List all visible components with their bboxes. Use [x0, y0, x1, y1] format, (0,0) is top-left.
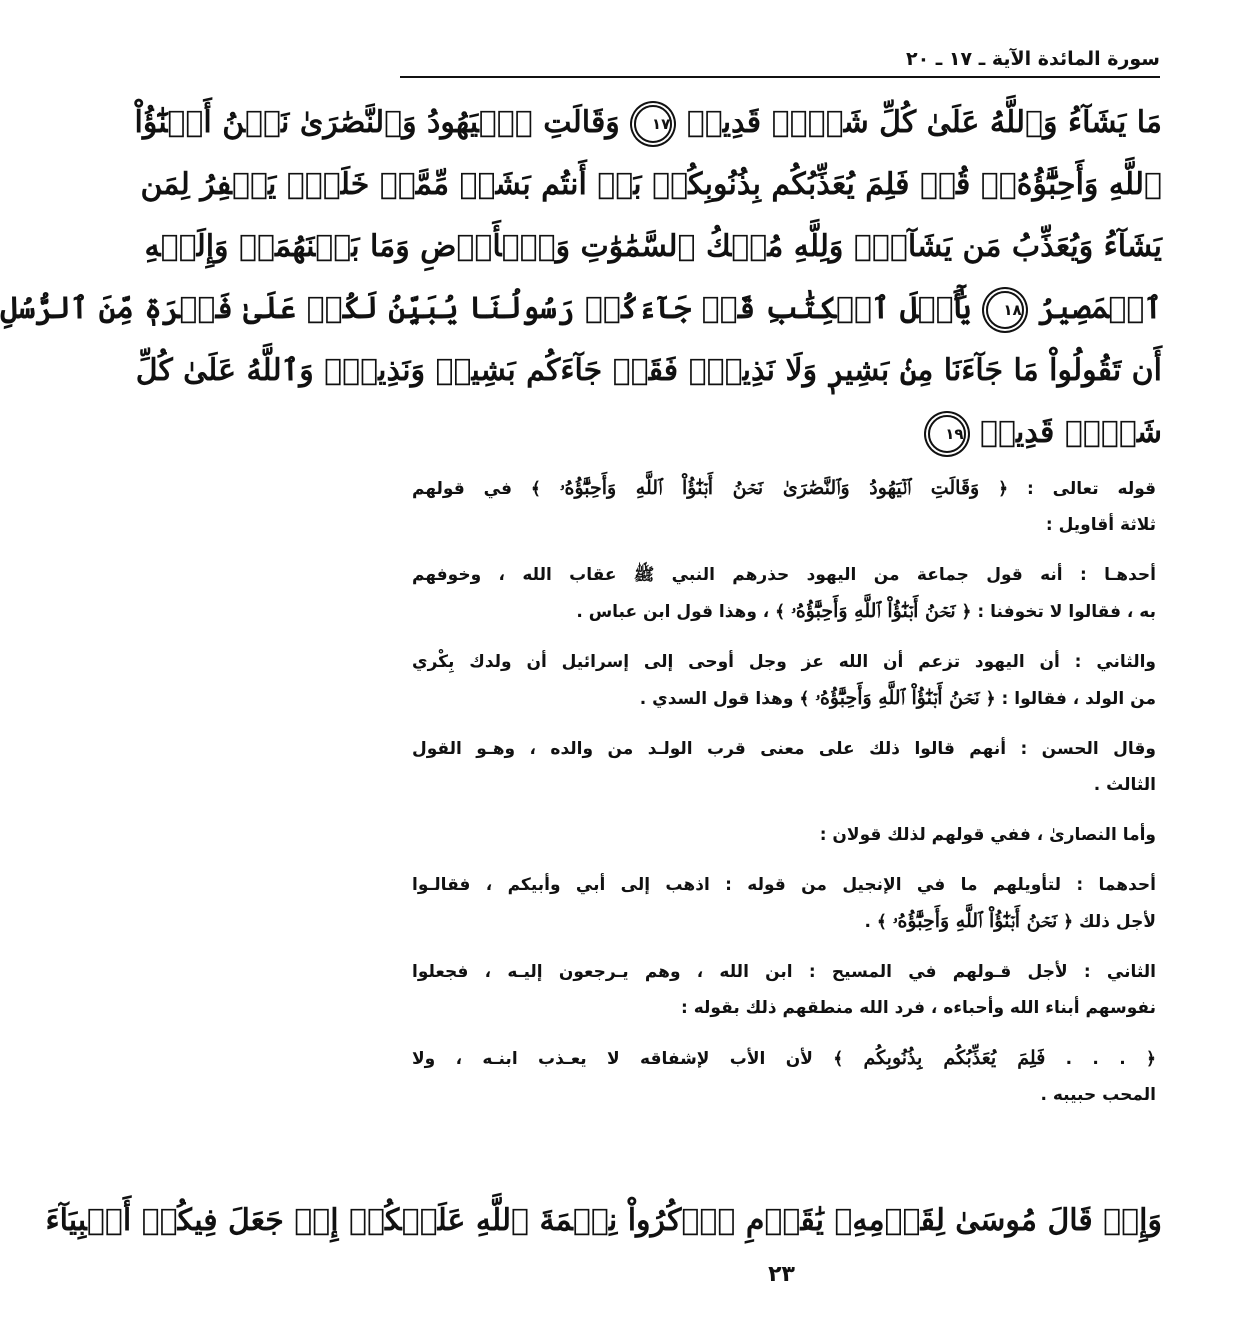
verse-line-2: ٱللَّهِ وَأَحِبَّٰٓؤُهُۥۚ قُلۡ فَلِمَ يُعَذِّبُكُم بِذُنُوبِكُمۖ بَلۡ أَنتُم بَشَرٞ مِّمَّنۡ خَلَقَۚ يَغۡفِرُ لِمَن [140, 167, 1162, 202]
paragraph-line: الثاني : لأجل قـولهم في المسيح : ابن الله ، وهم يـرجعون إليـه ، فجعلوا [412, 962, 1156, 982]
quran-quote: نَحۡنُ أَبۡنَٰٓؤُاْ ٱللَّهِ وَأَحِبَّٰٓؤُهُۥ [791, 600, 956, 622]
text-run: لأجل ذلك ﴿ [1063, 912, 1156, 932]
text-run: ﴾ في قولهم [412, 479, 541, 499]
ayah-number-marker: ١٩ [928, 415, 966, 453]
text-run: ﴾ لأن الأب لإشفاقه لا يعـذب ابنـه ، ولا [412, 1049, 844, 1069]
commentary-paragraph-3 [412, 644, 1156, 717]
paragraph-line: أحدهما : لتأويلهم ما في الإنجيل من قوله : اذهب إلى أبي وأبيكم ، فقالـوا [412, 875, 1156, 895]
verse-text: شَيۡءٖ قَدِيرٞ [979, 415, 1162, 450]
paragraph-line [412, 593, 1156, 630]
text-run: من الولد ، فقالوا : ﴿ [985, 689, 1156, 709]
paragraph-line: وقال الحسن : أنهم قالوا ذلك على معنى قرب الولـد من والده ، وهـو القول [412, 739, 1156, 759]
quran-quote: نَحۡنُ أَبۡنَٰٓؤُاْ ٱللَّهِ وَأَحِبَّٰٓؤُهُۥ [815, 687, 980, 709]
quran-quote: نَحۡنُ أَبۡنَٰٓؤُاْ ٱللَّهِ وَأَحِبَّٰٓؤُهُۥ [892, 910, 1058, 932]
paragraph-line [412, 903, 1156, 940]
verse-line-6 [394, 402, 1162, 464]
quran-quote: فَلِمَ يُعَذِّبُكُم بِذُنُوبِكُم [863, 1047, 1046, 1069]
verse-line-5: أَن تَقُولُواْ مَا جَآءَنَا مِنۢ بَشِيرٖ وَلَا نَذِيرٖۖ فَقَدۡ جَآءَكُم بَشِيرٞ وَنَذِيرٞۗ وَٱللَّهُ عَلَىٰ كُلِّ [135, 353, 1162, 388]
verse-line-4 [0, 278, 1162, 340]
commentary-paragraph-2 [412, 557, 1156, 630]
paragraph-line [412, 680, 1156, 717]
ayah-number-marker: ١٧ [634, 105, 672, 143]
quran-verses-block [0, 92, 1162, 464]
verse-text: يَٰٓأَهۡلَ ٱلۡكِتَٰبِ قَدۡ جَآءَكُمۡ رَسُولُنَا يُبَيِّنُ لَكُمۡ عَلَىٰ فَتۡرَةٖ مِّنَ ٱلرُّسُلِ [0, 291, 972, 326]
paragraph-line: الثالث . [1093, 775, 1156, 795]
paragraph-line: أحدهـا : أنه قول جماعة من اليهود حذرهم النبي ﷺ عقاب الله ، وخوفهم [412, 565, 1156, 585]
commentary-paragraph-8 [412, 1040, 1156, 1113]
paragraph-line [412, 470, 1156, 507]
paragraph-line: المحب حبيبه . [1040, 1085, 1156, 1105]
paragraph-line: والثاني : أن اليهود تزعم أن الله عز وجل أوحى إلى إسرائيل أن ولدك بِكْري [412, 652, 1156, 672]
text-run: ﴾ . [864, 912, 887, 932]
paragraph-line: ثلاثة أقاويل : [1045, 515, 1156, 535]
paragraph-line: وأما النصارىٰ ، ففي قولهم لذلك قولان : [819, 825, 1156, 845]
verse-line-1 [134, 92, 1162, 154]
surah-heading: سورة المائدة الآية ـ ١٧ ـ ٢٠ [905, 48, 1160, 70]
quran-quote: وَقَالَتِ ٱلۡيَهُودُ وَٱلنَّصَٰرَىٰ نَحۡنُ أَبۡنَٰٓؤُاْ ٱللَّهِ وَأَحِبَّٰٓؤُهُۥ [559, 477, 980, 499]
next-verse-line: وَإِذۡ قَالَ مُوسَىٰ لِقَوۡمِهِۦ يَٰقَوۡمِ ٱذۡكُرُواْ نِعۡمَةَ ٱللَّهِ عَلَيۡكُمۡ إِذۡ جَعَلَ فِيكُمۡ أَنۢبِيَآءَ [45, 1203, 1162, 1238]
verse-text: وَقَالَتِ ٱلۡيَهُودُ وَٱلنَّصَٰرَىٰ نَحۡنُ أَبۡنَٰٓؤُاْ [134, 105, 620, 140]
text-run: ﴿ . . . [1065, 1049, 1156, 1069]
text-run: به ، فقالوا لا تخوفنا : ﴿ [961, 602, 1156, 622]
commentary-paragraph-6 [412, 867, 1156, 940]
commentary-paragraph-1 [412, 470, 1156, 543]
verse-text: ٱلۡمَصِيرُ [1038, 291, 1162, 326]
ayah-number-marker: ١٨ [986, 291, 1024, 329]
commentary-paragraph-5 [412, 817, 1156, 853]
verse-text: مَا يَشَآءُ وَٱللَّهُ عَلَىٰ كُلِّ شَيۡءٖ قَدِيرٞ [686, 105, 1162, 140]
text-run: ﴾ ، وهذا قول ابن عباس . [576, 602, 786, 622]
page-header [400, 46, 1160, 78]
verse-line-3: يَشَآءُ وَيُعَذِّبُ مَن يَشَآءُۚ وَلِلَّهِ مُلۡكُ ٱلسَّمَٰوَٰتِ وَٱلۡأَرۡضِ وَمَا بَيۡنَهُمَاۖ وَإِلَيۡهِ [144, 229, 1162, 264]
paragraph-line: نفوسهم أبناء الله وأحباءه ، فرد الله منطقهم ذلك بقوله : [681, 998, 1156, 1018]
page-number: ٢٣ [768, 1262, 795, 1287]
text-run: قوله تعالى : ﴿ [998, 479, 1156, 499]
commentary-paragraph-7 [412, 954, 1156, 1026]
text-run: ﴾ وهذا قول السدي . [639, 689, 810, 709]
commentary-paragraph-4 [412, 731, 1156, 803]
paragraph-line [412, 1040, 1156, 1077]
tafsir-commentary [412, 470, 1156, 1127]
